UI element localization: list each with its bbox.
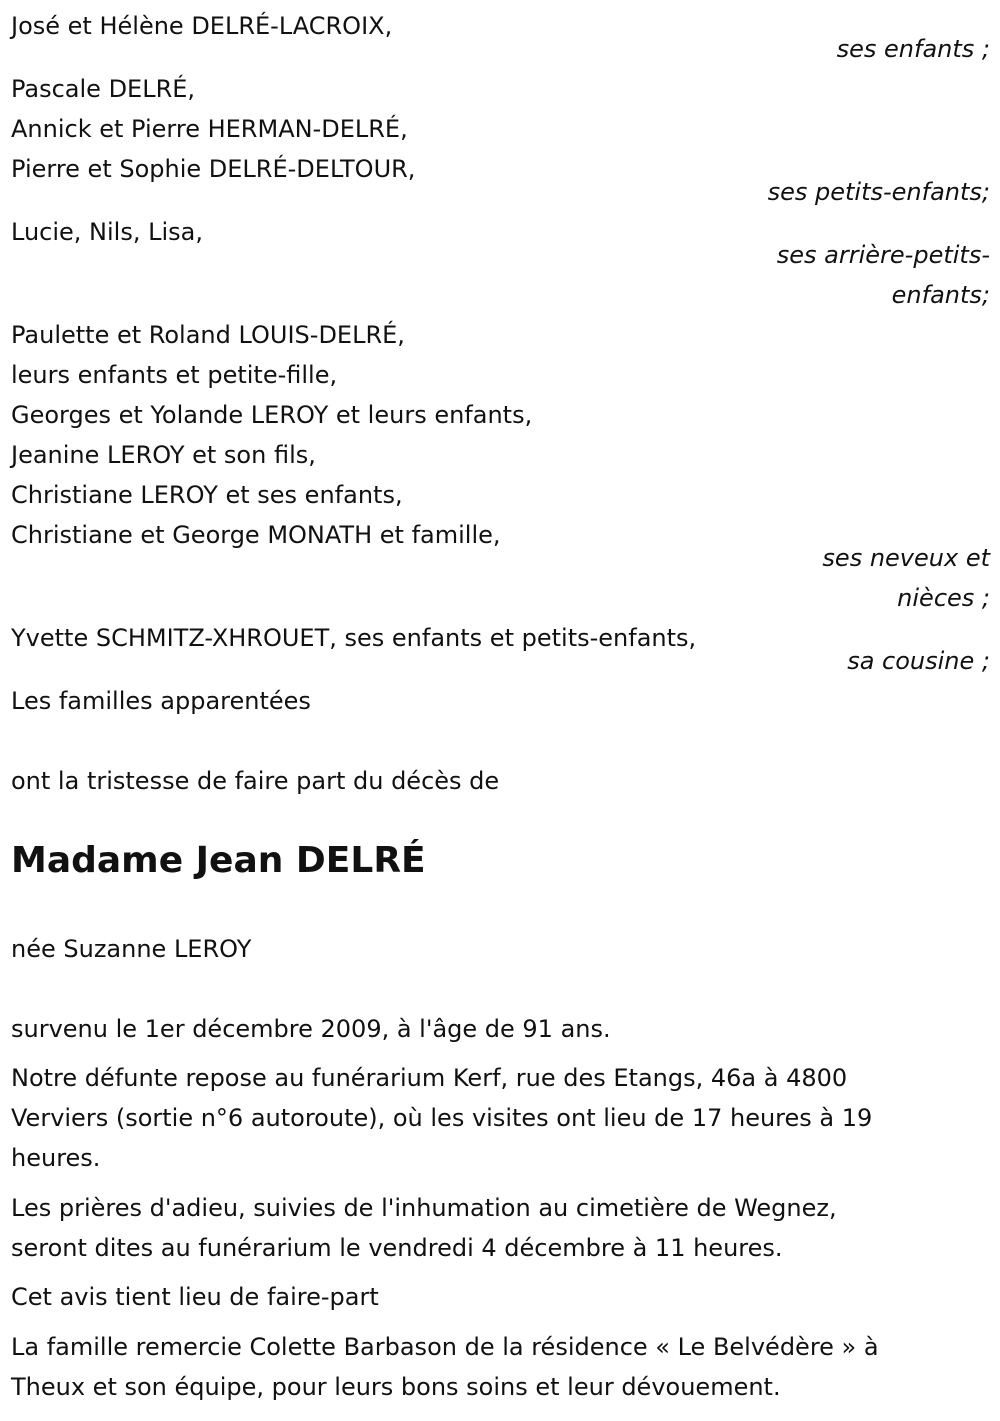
deceased-name: Madame Jean DELRÉ — [11, 840, 426, 881]
family-name-line: Paulette et Roland LOUIS-DELRÉ, — [11, 321, 405, 349]
family-name-line: José et Hélène DELRÉ-LACROIX, — [11, 12, 393, 40]
relation-great-grandchildren: ses arrière-petits- — [776, 241, 990, 269]
relation-great-grandchildren: enfants; — [891, 281, 990, 309]
prayers-paragraph-line: Les prières d'adieu, suivies de l'inhumation au cimetière de Wegnez, — [11, 1194, 837, 1222]
family-name-line: Jeanine LEROY et son fils, — [11, 441, 316, 469]
relation-cousin: sa cousine ; — [847, 647, 990, 675]
rest-paragraph-line: heures. — [11, 1144, 101, 1172]
thanks-paragraph-line: Theux et son équipe, pour leurs bons soins et leur dévouement. — [11, 1373, 781, 1401]
birth-name: née Suzanne LEROY — [11, 935, 252, 963]
relation-children: ses enfants ; — [836, 35, 990, 63]
family-name-line: Pierre et Sophie DELRÉ-DELTOUR, — [11, 155, 416, 183]
thanks-paragraph-line: La famille remercie Colette Barbason de la résidence « Le Belvédère » à — [11, 1333, 879, 1361]
family-name-line: Annick et Pierre HERMAN-DELRÉ, — [11, 115, 408, 143]
family-name-line: Christiane et George MONATH et famille, — [11, 521, 501, 549]
death-info: survenu le 1er décembre 2009, à l'âge de 91 ans. — [11, 1015, 611, 1043]
family-name-line: Lucie, Nils, Lisa, — [11, 218, 203, 246]
notice: Cet avis tient lieu de faire-part — [11, 1283, 379, 1311]
family-name-line: Yvette SCHMITZ-XHROUET, ses enfants et petits-enfants, — [11, 624, 697, 652]
rest-paragraph-line: Verviers (sortie n°6 autoroute), où les visites ont lieu de 17 heures à 19 — [11, 1104, 873, 1132]
relation-nephews: nièces ; — [897, 584, 990, 612]
families-line: Les familles apparentées — [11, 687, 311, 715]
announcement: ont la tristesse de faire part du décès de — [11, 767, 500, 795]
family-name-line: Georges et Yolande LEROY et leurs enfants, — [11, 401, 533, 429]
prayers-paragraph-line: seront dites au funérarium le vendredi 4 décembre à 11 heures. — [11, 1234, 783, 1262]
relation-grandchildren: ses petits-enfants; — [767, 178, 990, 206]
family-name-line: Pascale DELRÉ, — [11, 75, 196, 103]
relation-nephews: ses neveux et — [822, 544, 990, 572]
family-name-line: Christiane LEROY et ses enfants, — [11, 481, 403, 509]
rest-paragraph-line: Notre défunte repose au funérarium Kerf, rue des Etangs, 46a à 4800 — [11, 1064, 848, 1092]
family-name-line: leurs enfants et petite-fille, — [11, 361, 338, 389]
